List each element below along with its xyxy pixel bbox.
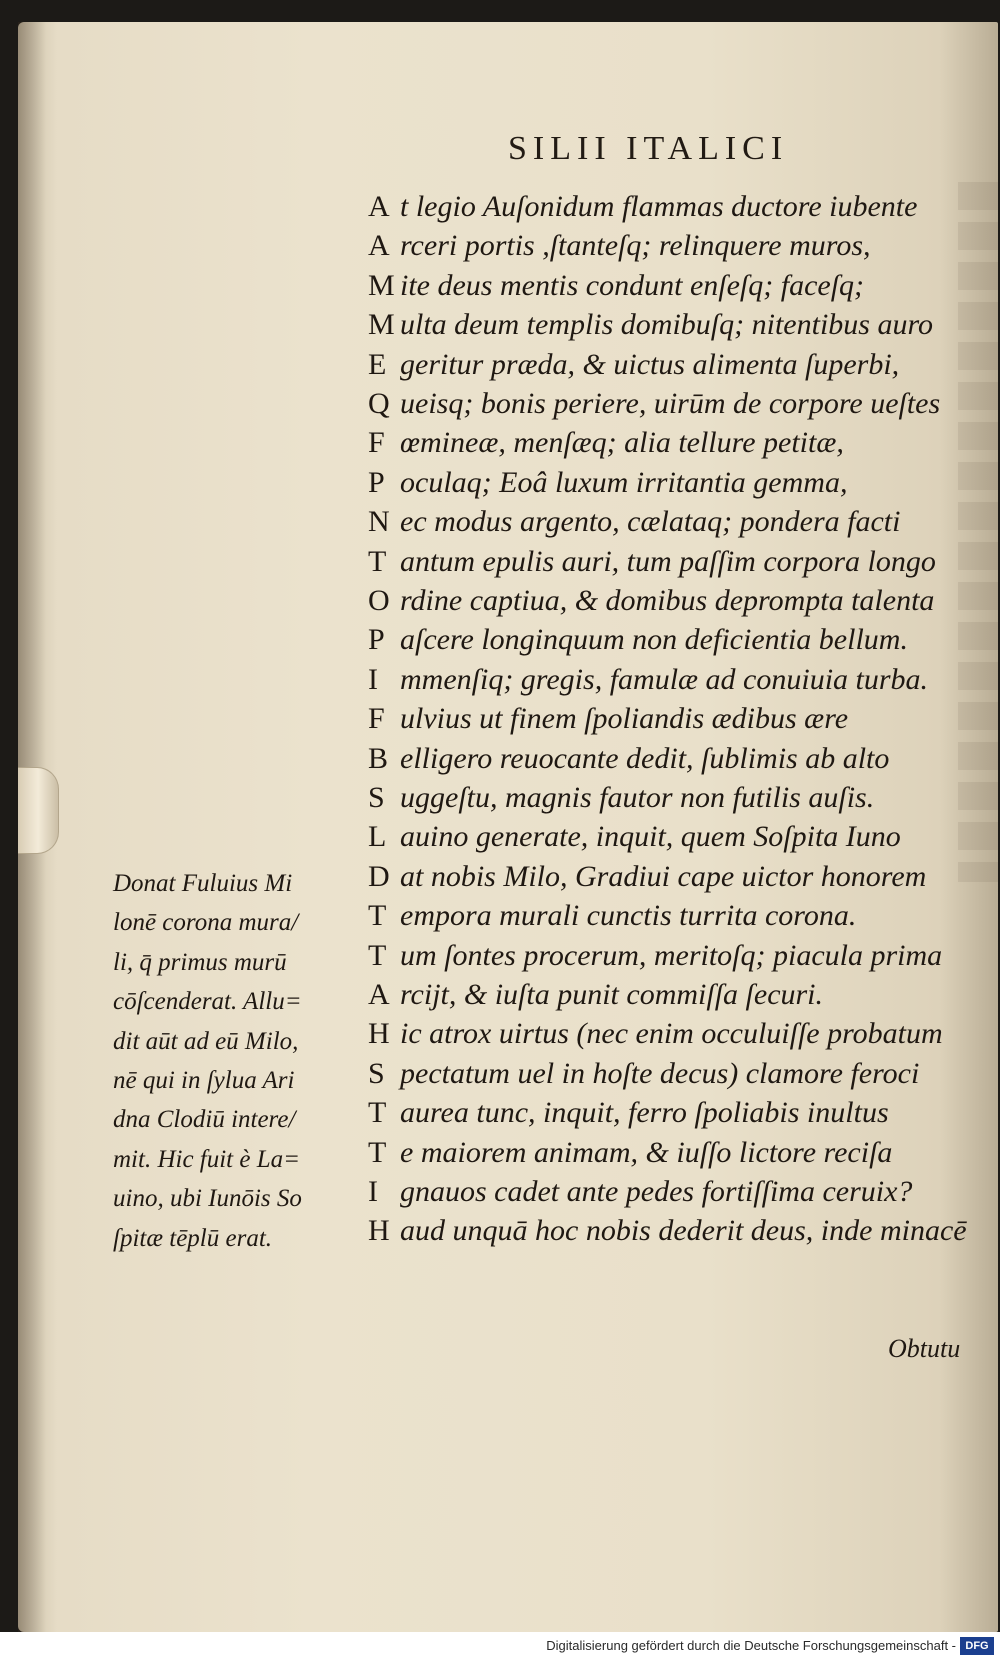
footer-bar (0, 1632, 1000, 1661)
verse-initial: E (368, 347, 387, 381)
note-line: dna Clodiū intere/ (113, 1106, 296, 1134)
verse-line (368, 463, 968, 503)
verse-initial: H (368, 1214, 390, 1248)
verse-initial: F (368, 702, 385, 736)
bleed-through-left (108, 417, 358, 677)
verse-text: ueisq; bonis periere, uirūm de corpore ueſtes (400, 387, 941, 420)
verse-line (368, 1211, 968, 1251)
verse-text: e maiorem animam, & iuſſo lictore reciſa (400, 1135, 893, 1169)
verse-text: rcijt, & iuſta punit commiſſa ſecuri. (400, 978, 824, 1011)
verse-initial: I (368, 662, 378, 696)
verse-initial: T (368, 1096, 387, 1130)
verse-text: t legio Auſonidum flammas ductore iubente (400, 190, 918, 223)
verse-line (368, 896, 968, 936)
verse-text: elligero reuocante dedit, ſublimis ab alto (400, 741, 890, 775)
verse-initial: I (368, 1175, 378, 1208)
verse-text: antum epulis auri, tum paſſim corpora longo (400, 544, 936, 578)
verse-line (368, 542, 968, 582)
verse-text: at nobis Milo, Gradiui cape uictor honorem (400, 859, 927, 893)
note-line: uino, ubi Iunōis So (113, 1185, 302, 1213)
verse-initial: M (368, 308, 395, 342)
verse-initial: T (368, 899, 387, 933)
verse-line (368, 739, 968, 779)
verse-line (368, 620, 968, 660)
verse-line (368, 936, 968, 976)
verse-initial: N (368, 505, 390, 539)
verse-text: ulvius ut finem ſpoliandis ædibus ære (400, 702, 849, 736)
note-line: lonē corona mura/ (113, 909, 299, 937)
verse-initial: O (368, 584, 390, 617)
book-page (18, 22, 998, 1632)
verse-line (368, 1133, 968, 1173)
note-line: cōſcenderat. Allu= (113, 988, 302, 1016)
verse-text: oculaq; Eoâ luxum irritantia gemma, (400, 465, 848, 499)
verse-text: auino generate, inquit, quem Soſpita Iuno (400, 820, 901, 854)
verse-initial: T (368, 544, 387, 578)
verse-initial: L (368, 820, 387, 854)
verse-line (368, 699, 968, 739)
verse-initial: T (368, 1135, 387, 1169)
verse-text: rceri portis ,ſtanteſq; relinquere muros, (400, 229, 871, 263)
verse-line (368, 1054, 968, 1094)
note-line: li, q̄ primus murū (113, 948, 287, 976)
verse-line (368, 1093, 968, 1133)
verse-initial: F (368, 426, 385, 460)
footer-credit: Digitalisierung gefördert durch die Deutsche Forschungsgemeinschaft - (546, 1638, 956, 1653)
verse-text: ec modus argento, cælataq; pondera facti (400, 505, 901, 539)
verse-line (368, 266, 968, 306)
verse-initial: S (368, 781, 385, 814)
verse-initial: A (368, 229, 390, 263)
verse-text: aurea tunc, inquit, ferro ſpoliabis inultus (400, 1096, 889, 1130)
verse-initial: M (368, 268, 395, 302)
verse-initial: T (368, 938, 387, 972)
verse-initial: S (368, 1056, 385, 1090)
verse-initial: B (368, 741, 389, 775)
verse-line (368, 778, 968, 818)
note-line: mit. Hic fuit è La= (113, 1145, 300, 1173)
verse-initial: P (368, 623, 385, 657)
verse-text: empora murali cunctis turrita corona. (400, 899, 857, 933)
verse-text: geritur præda, & uictus alimenta ſuperbi, (400, 347, 900, 381)
verse-line (368, 975, 968, 1015)
verse-text: mmenſiq; gregis, famulæ ad conuiuia turba. (400, 662, 929, 696)
verse-text: aud unquā hoc nobis dederit deus, inde minacē (400, 1214, 967, 1248)
verse-text: aſcere longinquum non deficientia bellum. (400, 623, 908, 657)
verse-line (368, 857, 968, 897)
note-line: Donat Fuluius Mi (113, 870, 293, 897)
running-head: SILII ITALICI (508, 130, 789, 167)
verse-block (368, 187, 968, 1327)
verse-line (368, 423, 968, 463)
verse-line (368, 502, 968, 542)
verse-line (368, 305, 968, 345)
marginal-note (113, 864, 363, 1284)
note-line: nē qui in ſylua Ari (113, 1067, 295, 1094)
verse-text: uggeſtu, magnis fautor non futilis auſis. (400, 781, 875, 814)
verse-text: rdine captiua, & domibus deprompta talenta (400, 584, 935, 617)
verse-text: ic atrox uirtus (nec enim occuluiſſe probatum (400, 1017, 943, 1051)
verse-text: gnauos cadet ante pedes fortiſſima ceruix? (400, 1175, 913, 1208)
verse-line (368, 1172, 968, 1212)
verse-initial: D (368, 859, 390, 893)
verse-text: pectatum uel in hoſte decus) clamore feroci (400, 1056, 920, 1090)
verse-text: œmineæ, menſæq; alia tellure petitæ, (400, 426, 844, 460)
verse-line (368, 187, 968, 227)
verse-line (368, 384, 968, 424)
verse-line (368, 226, 968, 266)
verse-text: um ſontes procerum, meritoſq; piacula prima (400, 938, 943, 972)
verse-text: ite deus mentis condunt enſeſq; faceſq; (400, 268, 865, 302)
verse-initial: P (368, 465, 385, 499)
verse-line (368, 660, 968, 700)
verse-initial: Q (368, 387, 390, 420)
verse-initial: A (368, 190, 390, 223)
verse-line (368, 345, 968, 385)
verse-line (368, 1014, 968, 1054)
note-line: dit aūt ad eū Milo, (113, 1027, 299, 1055)
dfg-logo: DFG (960, 1637, 994, 1655)
verse-line (368, 581, 968, 621)
verse-initial: H (368, 1017, 390, 1051)
page-tab (18, 767, 59, 854)
verse-line (368, 817, 968, 857)
verse-initial: A (368, 978, 390, 1011)
note-line: ſpitæ tēplū erat. (113, 1224, 273, 1252)
catchword: Obtutu (888, 1334, 961, 1363)
verse-text: ulta deum templis domibuſq; nitentibus auro (400, 308, 934, 342)
